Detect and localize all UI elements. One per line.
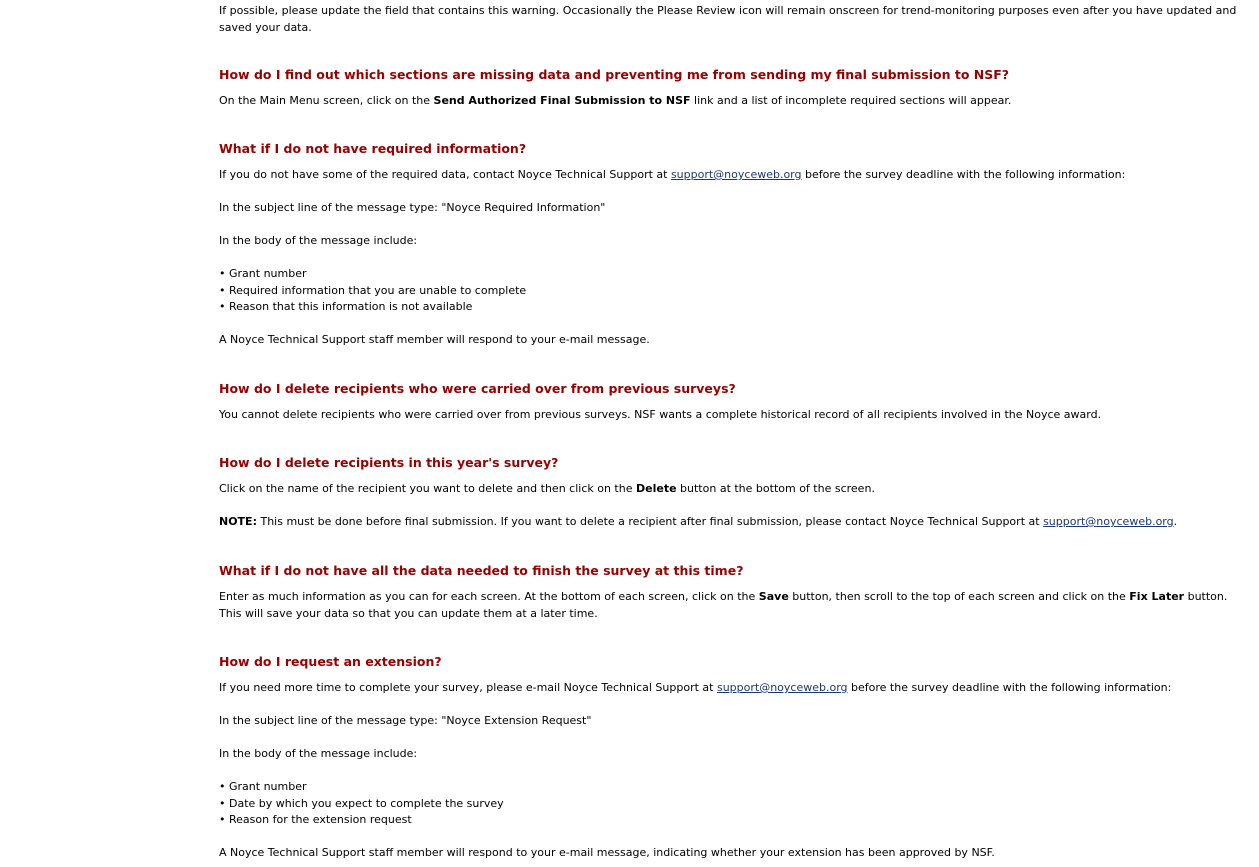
faq-question: How do I delete recipients who were carried over from previous surveys? (219, 381, 736, 396)
bullet-list (219, 779, 1239, 829)
subject-instruction: In the subject line of the message type: "Noyce Required Information" (219, 201, 606, 214)
bullet-list (219, 266, 1239, 316)
intro-paragraph: If possible, please update the field that contains this warning. Occasionally the Please Review icon will remain onscreen for trend-monitoring purposes even after you have updated and saved your data. (219, 4, 1237, 34)
list-item: • Grant number (219, 267, 307, 280)
note-label: NOTE: (219, 515, 257, 528)
faq-question: What if I do not have all the data needed to finish the survey at this time? (219, 563, 744, 578)
fix-later-button-name: Fix Later (1129, 590, 1185, 603)
delete-button-name: Delete (636, 482, 677, 495)
body-instruction: In the body of the message include: (219, 747, 418, 760)
bold-link-name: Send Authorized Final Submission to NSF (433, 94, 691, 107)
faq-answer: If you do not have some of the required data, contact Noyce Technical Support at support@noyceweb.org before the survey deadline with the following information: (219, 168, 1126, 181)
subject-instruction: In the subject line of the message type: "Noyce Extension Request" (219, 714, 592, 727)
list-item: • Grant number (219, 780, 307, 793)
faq-answer: On the Main Menu screen, click on the Send Authorized Final Submission to NSF link and a list of incomplete required sections will appear. (219, 94, 1012, 107)
faq-answer: You cannot delete recipients who were carried over from previous surveys. NSF wants a complete historical record of all recipients involved in the Noyce award. (219, 408, 1102, 421)
faq-question: How do I delete recipients in this year's survey? (219, 455, 559, 470)
faq-question: How do I request an extension? (219, 654, 442, 669)
save-button-name: Save (758, 590, 789, 603)
faq-question: How do I find out which sections are missing data and preventing me from sending my final submission to NSF? (219, 67, 1010, 82)
closing-text: A Noyce Technical Support staff member will respond to your e-mail message, indicating whether your extension has been approved by NSF. (219, 846, 995, 859)
list-item: • Reason that this information is not available (219, 300, 473, 313)
faq-question: What if I do not have required information? (219, 141, 527, 156)
list-item: • Required information that you are unable to complete (219, 283, 527, 297)
faq-answer: If you need more time to complete your survey, please e-mail Noyce Technical Support at support@noyceweb.org before the survey deadline with the following information: (219, 681, 1172, 694)
body-instruction: In the body of the message include: (219, 234, 418, 247)
support-email-link[interactable]: support@noyceweb.org (670, 168, 802, 181)
closing-text: A Noyce Technical Support staff member will respond to your e-mail message. (219, 333, 650, 346)
support-email-link[interactable]: support@noyceweb.org (1043, 515, 1174, 528)
list-item: • Date by which you expect to complete the survey (219, 796, 504, 810)
faq-answer: Click on the name of the recipient you want to delete and then click on the Delete button at the bottom of the screen. (219, 482, 875, 495)
note-paragraph: NOTE: This must be done before final submission. If you want to delete a recipient after final submission, please contact Noyce Technical Support at support@noyceweb.org. (219, 515, 1178, 528)
faq-answer: Enter as much information as you can for each screen. At the bottom of each screen, click on the Save button, then scroll to the top of each screen and click on the Fix Later button. This will save your data so that you can update them at a later time. (219, 590, 1228, 620)
list-item: • Reason for the extension request (219, 813, 412, 826)
support-email-link[interactable]: support@noyceweb.org (716, 681, 848, 694)
